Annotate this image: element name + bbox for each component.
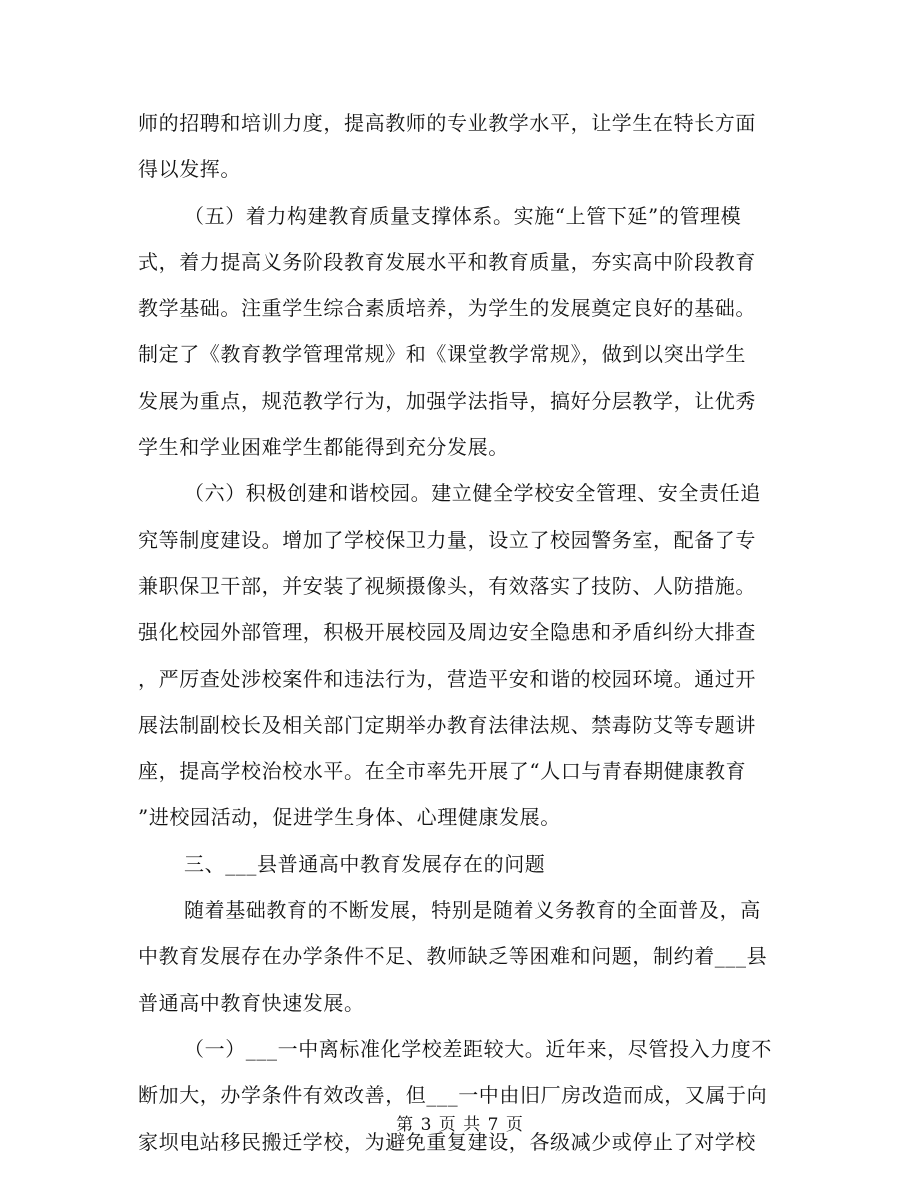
text-line: 学生和学业困难学生都能得到充分发展。 [138, 435, 509, 460]
text-line: 座，提高学校治校水平。在全市率先开展了“人口与青春期健康教育 [138, 759, 747, 784]
text-line: 断加大，办学条件有效改善，但___一中由旧厂房改造而成，又属于向 [138, 1083, 768, 1108]
text-line: 三、___县普通高中教育发展存在的问题 [184, 851, 546, 876]
text-line: （六）积极创建和谐校园。建立健全学校安全管理、安全责任追 [184, 481, 761, 506]
text-line: 强化校园外部管理，积极开展校园及周边安全隐患和矛盾纠纷大排查 [138, 620, 756, 645]
text-line: （五）着力构建教育质量支撑体系。实施“上管下延”的管理模 [184, 203, 742, 228]
text-line: ”进校园活动，促进学生身体、心理健康发展。 [138, 805, 561, 830]
text-line: 发展为重点，规范教学行为，加强学法指导，搞好分层教学，让优秀 [138, 388, 756, 413]
text-line: 展法制副校长及相关部门定期举办教育法律法规、禁毒防艾等专题讲 [138, 712, 756, 737]
text-line: 普通高中教育快速发展。 [138, 990, 365, 1015]
text-line: 随着基础教育的不断发展，特别是随着义务教育的全面普及，高 [184, 898, 761, 923]
text-line: 得以发挥。 [138, 157, 241, 182]
text-line: 师的招聘和培训力度，提高教师的专业教学水平，让学生在特长方面 [138, 111, 756, 135]
text-line: 家坝电站移民搬迁学校，为避免重复建设，各级减少或停止了对学校 [138, 1129, 756, 1154]
text-line: ，严厉查处涉校案件和违法行为，营造平安和谐的校园环境。通过开 [138, 666, 756, 691]
text-line: 式，着力提高义务阶段教育发展水平和教育质量，夯实高中阶段教育 [138, 249, 756, 274]
text-line: 究等制度建设。增加了学校保卫力量，设立了校园警务室，配备了专 [138, 527, 756, 552]
text-line: 教学基础。注重学生综合素质培养，为学生的发展奠定良好的基础。 [138, 296, 756, 321]
text-line: 兼职保卫干部，并安装了视频摄像头，有效落实了技防、人防措施。 [138, 573, 756, 598]
page-footer: 第 3 页 共 7 页 [396, 1115, 524, 1135]
text-line: 制定了《教育教学管理常规》和《课堂教学常规》，做到以突出学生 [138, 342, 746, 367]
text-line: （一）___一中离标准化学校差距较大。近年来，尽管投入力度不 [184, 1036, 772, 1061]
document-body [138, 100, 788, 1165]
text-line: 中教育发展存在办学条件不足、教师缺乏等困难和问题，制约着___县 [138, 944, 768, 969]
